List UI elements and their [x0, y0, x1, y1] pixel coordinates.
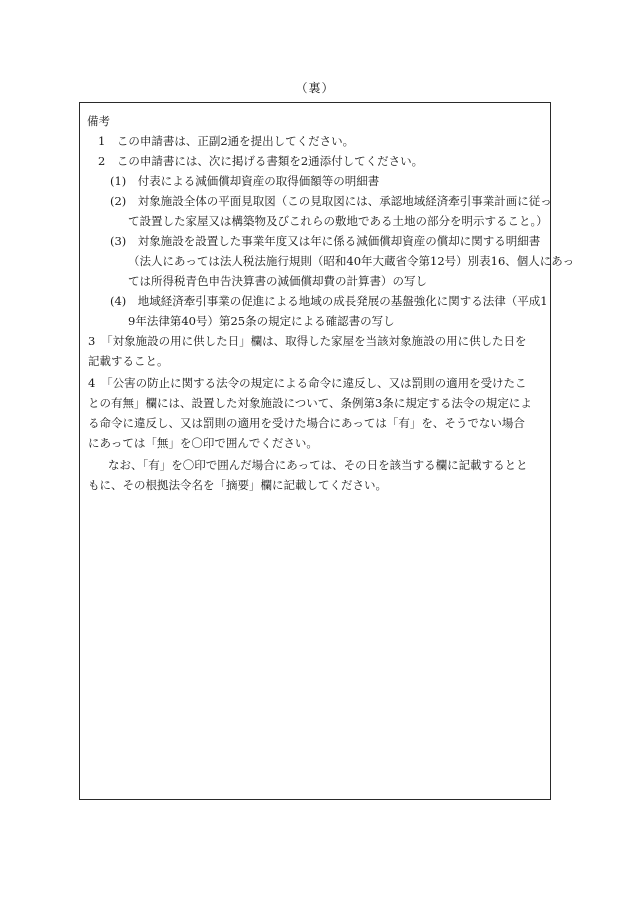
note-subitem-4-continued: 9年法律第40号）第25条の規定による確認書の写し — [128, 314, 395, 328]
remarks-box — [79, 102, 575, 800]
note-item-4-continued-5: もに、その根拠法令名を「摘要」欄に記載してください。 — [88, 478, 387, 492]
note-subitem-2-continued: て設置した家屋又は構築物及びこれらの敷地である土地の部分を明示すること。） — [128, 214, 548, 228]
note-item-4-continued-2: る命令に違反し、又は罰則の適用を受けた場合にあっては「有」を、そうでない場合 — [88, 416, 525, 430]
note-item-2: 2 この申請書には、次に掲げる書類を2通添付してください。 — [98, 154, 424, 168]
note-subitem-3-continued-2: ては所得税青色申告決算書の減価償却費の計算書）の写し — [128, 274, 427, 288]
note-item-3-continued: 記載すること。 — [88, 354, 169, 368]
remarks-heading: 備考 — [87, 114, 110, 128]
note-subitem-2: (2) 対象施設全体の平面見取図（この見取図には、承認地域経済牽引事業計画に従っ — [110, 194, 552, 208]
note-subitem-4: (4) 地域経済牽引事業の促進による地域の成長発展の基盤強化に関する法律（平成1 — [110, 294, 548, 308]
note-subitem-3-continued-1: （法人にあっては法人税法施行規則（昭和40年大蔵省令第12号）別表16、個人にあっ — [128, 254, 575, 268]
note-item-3: 3 「対象施設の用に供した日」欄は、取得した家屋を当該対象施設の用に供した日を — [88, 334, 527, 348]
note-item-4-continued-1: との有無」欄には、設置した対象施設について、条例第3条に規定する法令の規定によ — [88, 396, 532, 410]
note-item-4-continued-3: にあっては「無」を〇印で囲んでください。 — [88, 436, 318, 450]
note-subitem-3: (3) 対象施設を設置した事業年度又は年に係る減価償却資産の償却に関する明細書 — [110, 234, 541, 248]
note-item-4: 4 「公害の防止に関する法令の規定による命令に違反し、又は罰則の適用を受けたこ — [88, 376, 527, 390]
note-item-4-continued-4: なお、「有」を〇印で囲んだ場合にあっては、その日を該当する欄に記載するとと — [108, 458, 528, 472]
note-item-1: 1 この申請書は、正副2通を提出してください。 — [98, 134, 355, 148]
page-side-label: （裏） — [295, 81, 335, 95]
note-subitem-1: (1) 付表による減価償却資産の取得価額等の明細書 — [110, 174, 380, 188]
